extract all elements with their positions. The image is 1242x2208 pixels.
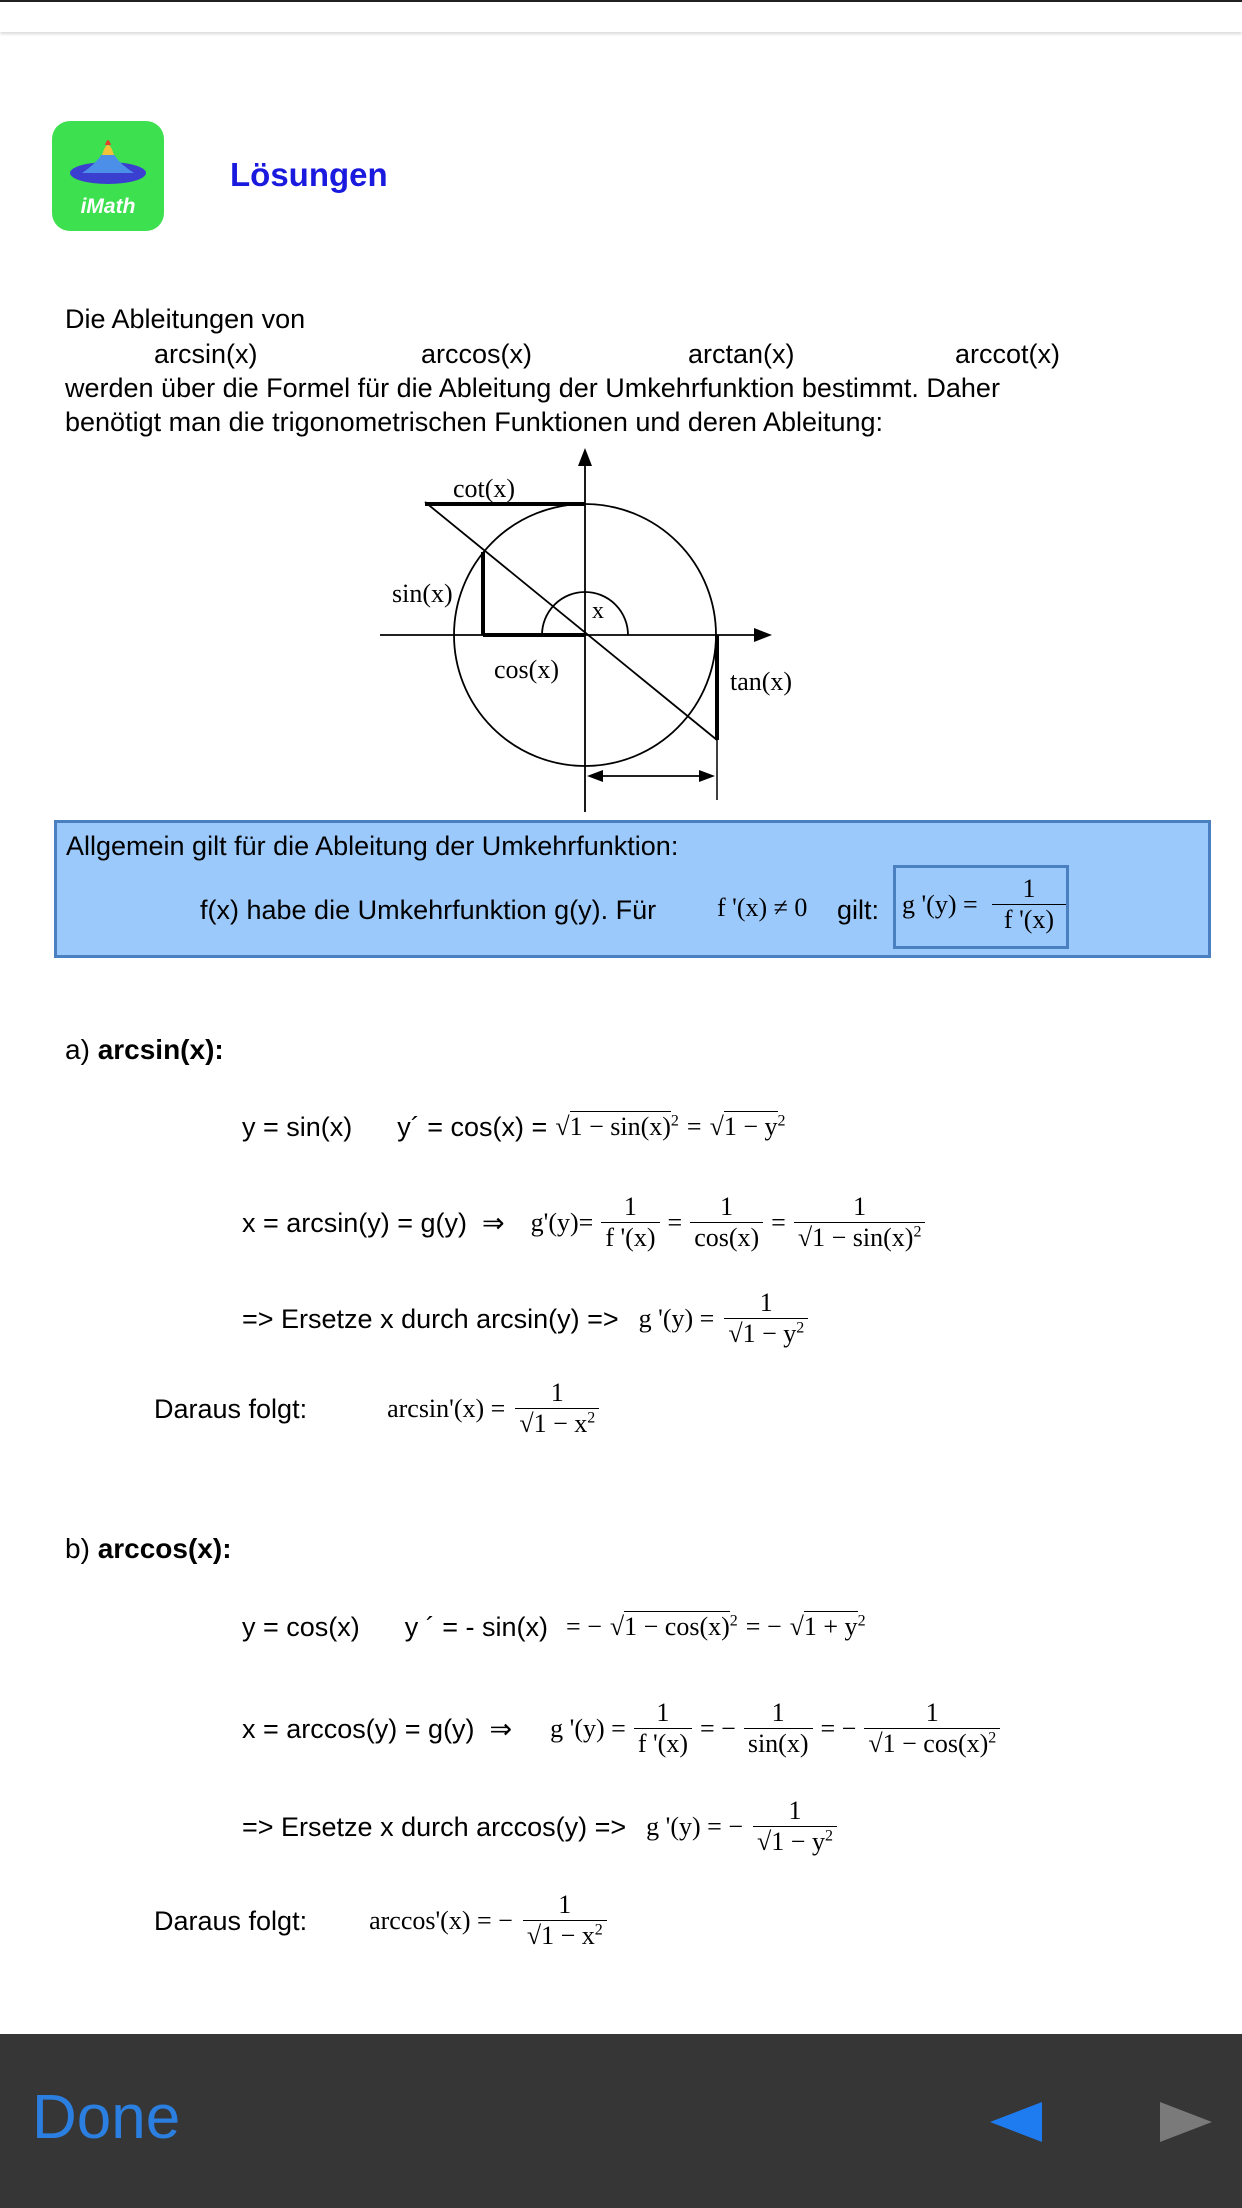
label-x: x bbox=[592, 598, 604, 624]
section-b-result: Daraus folgt: arccos'(x) = − $\frac{1}{√1 - x^2}$ bbox=[154, 1890, 607, 1951]
intro-func-arcsin: arcsin(x) bbox=[154, 339, 258, 369]
arrow-right-icon[interactable] bbox=[1160, 2102, 1212, 2142]
section-b-line-2: x = arccos(y) = g(y) ⇒ g '(y) = $\frac{1}{f '(x)}$ = − $\frac{1}{\sin(x)}$ = − $\frac{1}{√1 - \cos(x)^2}$ bbox=[242, 1698, 1000, 1759]
intro-func-arccot: arccot(x) bbox=[955, 339, 1061, 369]
rule-formula-frame bbox=[893, 865, 1069, 949]
app-icon-label: iMath bbox=[80, 195, 136, 218]
rule-box bbox=[54, 820, 1211, 958]
label-cos: cos(x) bbox=[494, 655, 559, 684]
status-bar bbox=[0, 0, 1242, 32]
rule-text: f(x) habe die Umkehrfunktion g(y). Für bbox=[200, 895, 657, 925]
intro-line: Die Ableitungen von bbox=[65, 304, 306, 334]
section-b-line-1: y = cos(x) y ´ = - sin(x) = − $√1 - \cos(x)^2$ = − $√1 + y^2$ bbox=[242, 1612, 866, 1642]
section-a-result: Daraus folgt: arcsin'(x) = $\frac{1}{√1 - x^2}$ bbox=[154, 1378, 599, 1439]
section-a-heading: a) arcsin(x): bbox=[65, 1034, 224, 1065]
label-tan: tan(x) bbox=[730, 667, 793, 696]
intro-func-arctan: arctan(x) bbox=[688, 339, 795, 369]
done-button[interactable]: Done bbox=[32, 2083, 181, 2152]
app-icon bbox=[52, 121, 164, 231]
section-a-line-2: x = arcsin(y) = g(y) ⇒ g'(y)= $\frac{1}{f '(x)}$ = $\frac{1}{\cos(x)}$ = $\frac{1}{√1 - \sin(x)^2}$ bbox=[242, 1192, 925, 1253]
rule-condition: f '(x) ≠ 0 bbox=[717, 893, 808, 922]
arrow-left-icon[interactable] bbox=[990, 2102, 1042, 2142]
formula-lhs: g '(y) = bbox=[902, 890, 978, 919]
section-a-line-3: => Ersetze x durch arcsin(y) => g '(y) = $\frac{1}{√1 - y^2}$ bbox=[242, 1288, 808, 1349]
unit-circle-diagram bbox=[370, 440, 830, 812]
intro-line: werden über die Formel für die Ableitung der Umkehrfunktion bestimmt. Daher bbox=[65, 373, 1000, 403]
bottom-toolbar bbox=[0, 2034, 1242, 2208]
intro-func-arccos: arccos(x) bbox=[421, 339, 533, 369]
rule-heading: Allgemein gilt für die Ableitung der Umkehrfunktion: bbox=[66, 831, 679, 861]
formula-num: 1 bbox=[1022, 874, 1036, 903]
label-sin: sin(x) bbox=[392, 579, 453, 608]
section-a-line-1: y = sin(x) y´ = cos(x) = $√1 - \sin(x)^2$ = $√1 - y^2$ bbox=[242, 1112, 786, 1142]
intro-line: benötigt man die trigonometrischen Funktionen und deren Ableitung: bbox=[65, 407, 884, 437]
label-cot: cot(x) bbox=[453, 474, 516, 503]
section-b-heading: b) arccos(x): bbox=[65, 1533, 232, 1564]
section-b-line-3: => Ersetze x durch arccos(y) => g '(y) = − $\frac{1}{√1 - y^2}$ bbox=[242, 1796, 837, 1857]
formula-den: f '(x) bbox=[992, 904, 1066, 935]
page-title: Lösungen bbox=[230, 156, 388, 193]
rule-text: gilt: bbox=[837, 895, 880, 925]
